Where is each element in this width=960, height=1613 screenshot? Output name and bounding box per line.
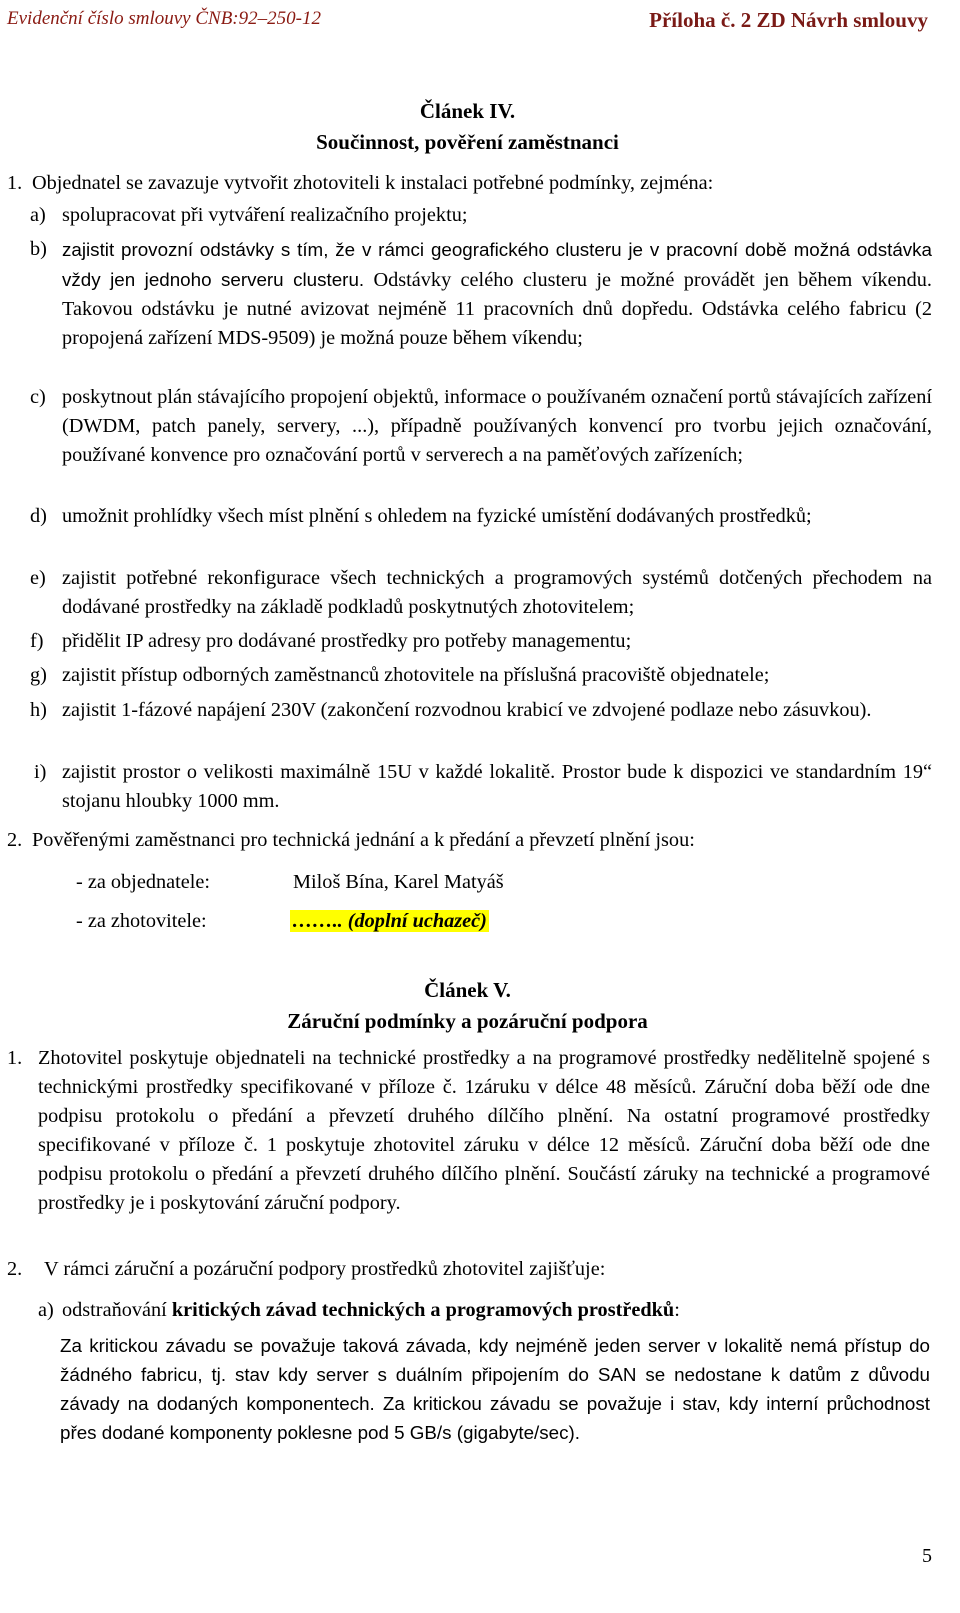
subitem-e-text: zajistit potřebné rekonfigurace všech technických a programových systémů dotčených přechodem na dodávané prostředky na základě podkladů poskytnutých zhotovitelem; — [62, 567, 932, 618]
subitem-a-label: a) — [30, 204, 46, 226]
critical-defect-definition: Za kritickou závadu se považuje taková závada, kdy nejméně jeden server v lokalitě nemá přístup do žádného fabricu, tj. stav kdy server s duálním připojením do SAN se nedostane k datům z důvodu závady na dodaných komponentech. Za kritickou závadu se považuje i stav, kdy interní průchodnost přes dodané komponenty poklesne pod 5 GB/s (gigabyte/sec). — [60, 1335, 930, 1443]
subitem-e-label: e) — [30, 567, 46, 589]
subitem-a-prefix: odstraňování — [62, 1299, 167, 1321]
subitem-a-suffix: : — [674, 1299, 680, 1321]
contact-client-value: Miloš Bína, Karel Matyáš — [293, 871, 504, 893]
article-4-heading — [0, 96, 935, 158]
subitem-b-text-part-2: Odstávky celého clusteru je možné provádět jen během víkendu. Takovou odstávku je nutné avizovat nejméně 11 pracovních dnů dopředu. Odstávka celého fabricu (2 propojená zařízení MDS-9509) je možná pouze během víkendu; — [62, 269, 932, 349]
subitem-f-label: f) — [30, 630, 44, 652]
subitem-i-label: i) — [34, 761, 47, 783]
article-4-title: Článek IV. — [419, 99, 516, 123]
subitem-a-bold-title: kritických závad technických a programových prostředků — [171, 1299, 675, 1321]
article-4-item-2-text: Pověřenými zaměstnanci pro technická jednání a k předání a převzetí plnění jsou: — [32, 829, 695, 851]
page-number: 5 — [922, 1545, 932, 1567]
article-5-heading — [0, 975, 935, 1037]
contact-client-label: - za objednatele: — [76, 871, 211, 893]
subitem-c-text: poskytnout plán stávajícího propojení objektů, informace o používaném označení portů stávajících zařízení (DWDM, patch panely, servery, ...), případně používaných konvencí pro tvorbu jejich označování, používané konvence pro označování portů v serverech a na paměťových zařízeních; — [62, 386, 932, 466]
article-5-item-2-text: V rámci záruční a pozáruční podpory prostředků zhotovitel zajišťuje: — [44, 1258, 606, 1280]
article-4-item-2-number: 2. — [7, 829, 23, 851]
subitem-d-label: d) — [30, 505, 47, 527]
contract-number-header: Evidenční číslo smlouvy ČNB:92–250-12 — [7, 8, 321, 29]
subitem-f-text: přidělit IP adresy pro dodávané prostředky pro potřeby managementu; — [62, 630, 632, 652]
article-4-subtitle: Součinnost, pověření zaměstnanci — [316, 130, 619, 154]
subitem-b-text-part-1: zajistit provozní odstávky s tím, že v rámci geografického clusteru je v pracovní době možná odstávka vždy jen jednoho serveru clusteru. — [62, 239, 932, 290]
article-5-subitem-a-label: a) — [38, 1299, 54, 1321]
article-5-item-1-number: 1. — [7, 1047, 23, 1069]
subitem-i-text: zajistit prostor o velikosti maximálně 15U v každé lokalitě. Prostor bude k dispozici ve standardním 19“ stojanu hloubky 1000 mm. — [62, 761, 932, 812]
article-4-item-1-number: 1. — [7, 172, 23, 194]
subitem-h-label: h) — [30, 699, 47, 721]
contact-contractor-label: - za zhotovitele: — [76, 910, 207, 932]
bidder-placeholder-highlight: …….. (doplní uchazeč) — [292, 910, 487, 932]
subitem-a-text: spolupracovat při vytváření realizačního projektu; — [62, 204, 468, 226]
contact-contractor-value — [290, 907, 489, 936]
subitem-g-label: g) — [30, 664, 47, 686]
subitem-d-text: umožnit prohlídky všech míst plnění s ohledem na fyzické umístění dodávaných prostředků; — [62, 505, 812, 527]
article-4-item-1-text: Objednatel se zavazuje vytvořit zhotoviteli k instalaci potřebné podmínky, zejména: — [32, 172, 714, 194]
subitem-h-text: zajistit 1-fázové napájení 230V (zakončení rozvodnou krabicí ve zdvojené podlaze nebo zásuvkou). — [62, 699, 872, 721]
article-5-subitem-a-heading — [62, 1296, 932, 1325]
subitem-c-label: c) — [30, 386, 46, 408]
article-5-title: Článek V. — [424, 978, 511, 1002]
article-5-item-1-text: Zhotovitel poskytuje objednateli na technické prostředky a na programové prostředky nedělitelně spojené s technickými prostředky specifikované v příloze č. 1záruku v délce 48 měsíců. Záruční doba běží ode dne podpisu protokolu o předání a převzetí druhého dílčího plnění. Na ostatní programové prostředky specifikované v příloze č. 1 poskytuje zhotovitel záruku v délce 12 měsíců. Záruční doba běží ode dne podpisu protokolu o předání a převzetí druhého dílčího plnění. Součástí záruky na technické a programové prostředky je i poskytování záruční podpory. — [38, 1047, 930, 1214]
article-5-subtitle: Záruční podmínky a pozáruční podpora — [287, 1009, 648, 1033]
subitem-g-text: zajistit přístup odborných zaměstnanců zhotovitele na příslušná pracoviště objednatele; — [62, 664, 770, 686]
article-5-item-2-number: 2. — [7, 1258, 23, 1280]
subitem-b-label: b) — [30, 238, 47, 260]
annex-header: Příloha č. 2 ZD Návrh smlouvy — [649, 8, 928, 32]
subitem-b-text — [62, 235, 932, 353]
